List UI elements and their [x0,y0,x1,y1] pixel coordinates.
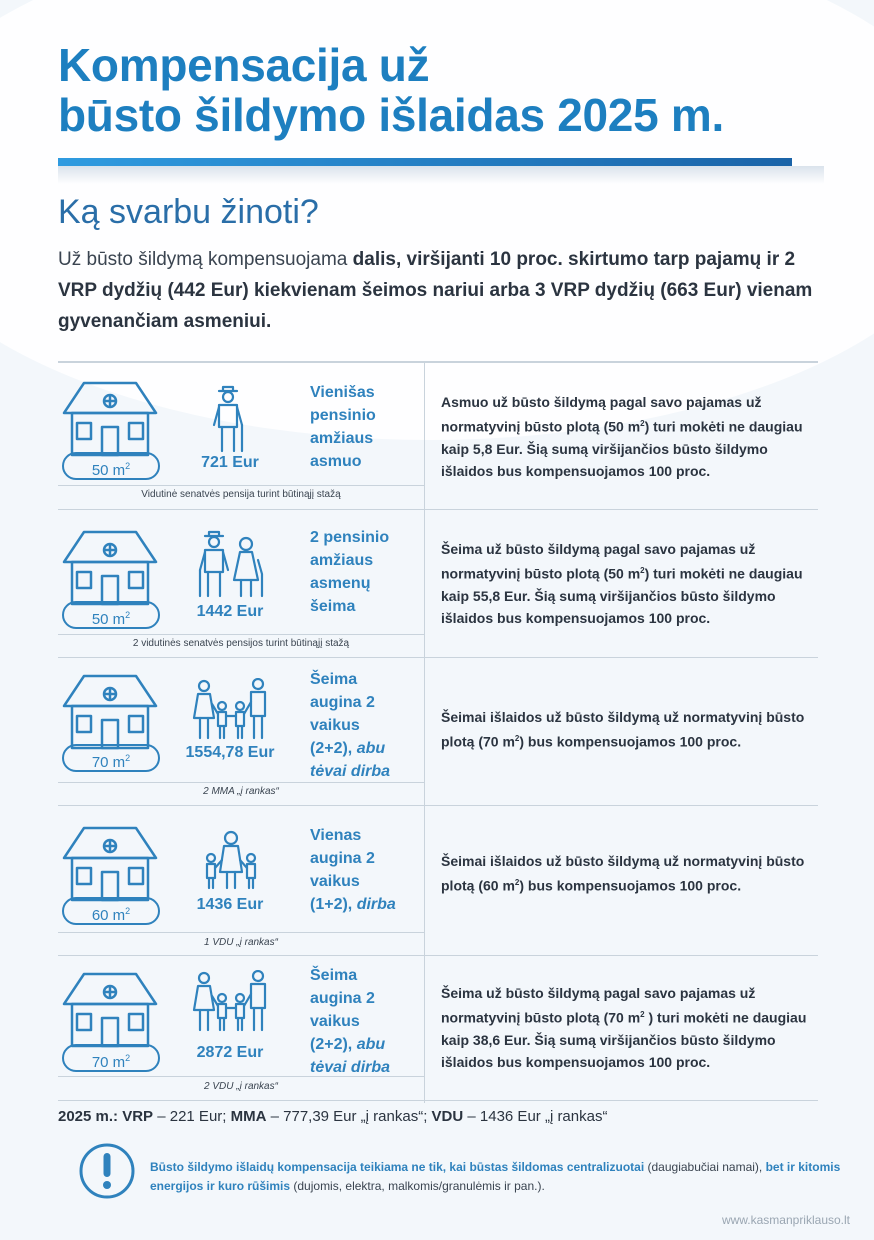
family-2-2-icon [192,678,270,740]
area-badge [62,452,160,480]
desc-text: ) bus kompensuojamos 100 proc. [519,733,742,750]
income-value: 721 Eur [201,454,259,471]
income-value: 1554,78 Eur [185,744,275,761]
section-subtitle: Ką svarbu žinoti? [58,193,319,231]
income-value: 1442 Eur [196,603,264,620]
area-value: 70 m [91,754,126,771]
household-line: asmenų [310,575,371,592]
house-icon [62,670,158,750]
area-badge [62,744,160,772]
household-line: šeima [310,598,356,615]
desc-text: Šeima už būsto šildymą pagal savo pajamas už normatyvinį būsto plotą (70 m [441,985,756,1026]
case-row-5 [58,956,818,1100]
single-parent-2-children-icon [202,830,260,890]
title-line-2: būsto šildymo išlaidas 2025 m. [58,89,724,141]
family-2-2-icon [192,970,270,1032]
reference-values [58,1108,607,1125]
household-line: 2 pensinio [310,529,390,546]
area-value: 50 m [91,611,126,628]
area-badge [62,897,160,925]
desc-text: ) turi mokėti ne daugiau kaip 5,8 Eur. Šią sumą viršijančios būsto šildymo išlaidos bus kompensuojamos 100 proc. [441,418,803,479]
case-description [441,982,811,1073]
intro-bold: dalis, viršijanti 10 proc. skirtumo tarp pajamų ir 2 VRP dydžių (442 Eur) kiekvienam šeimos nariui arba 3 VRP dydžių (663 Eur) vienam gyvenančiam asmeniui. [58,249,813,332]
note-separator [58,782,424,783]
desc-text: ) turi mokėti ne daugiau kaip 55,8 Eur. Šią sumą viršijančios būsto šildymo išlaidos bus kompensuojamos 100 proc. [441,565,803,626]
household-line: Šeima [310,967,358,984]
note-text: 2 MMA „į rankas“ [203,786,279,797]
note-separator [58,634,424,635]
area-badge [62,1044,160,1072]
area-unit: 2 [125,906,131,916]
case-row-4 [58,806,818,954]
note-separator [58,485,424,486]
household-line: (2+2), [310,740,357,757]
note-text: 1 VDU „į rankas“ [204,937,278,948]
case-row-1 [58,361,818,509]
area-value: 60 m [91,907,126,924]
case-description [441,391,811,482]
house-icon [62,968,158,1048]
case-description [441,850,811,897]
desc-text: ) bus kompensuojamos 100 proc. [519,877,742,894]
house-icon [62,822,158,902]
income-note: 2 vidutinės senatvės pensijos turint būtinąjį stažą [132,638,350,649]
household-line: asmuo [310,453,362,470]
note-text: 2 VDU „į rankas“ [204,1081,278,1092]
page-title [58,40,724,140]
case-description [441,706,811,753]
desc-sup: 2 [514,878,520,887]
desc-sup: 2 [640,566,645,575]
desc-sup: 2 [640,1010,645,1019]
area-value: 50 m [91,462,126,479]
house-icon [62,526,158,606]
note-separator [58,932,424,933]
household-label [310,381,422,473]
household-line: vaikus [310,1013,360,1030]
area-badge [62,601,160,629]
household-line: augina 2 [310,694,375,711]
income-value: 2872 Eur [196,1044,264,1061]
area-unit: 2 [125,753,131,763]
note-plain: (dujomis, elektra, malkomis/granulėmis ir pan.). [290,1179,545,1193]
household-line: amžiaus [310,430,374,447]
household-italic: abu tėvai dirba [310,740,391,780]
household-line: Vienišas [310,384,375,401]
exclamation-icon [78,1142,136,1200]
area-unit: 2 [125,610,131,620]
title-line-1: Kompensacija už [58,39,430,91]
house-icon [62,377,158,457]
note-separator [58,1076,424,1077]
ref-vrp-value: – 221 Eur; [153,1108,231,1125]
ref-year: 2025 m.: [58,1108,119,1125]
household-italic: abu tėvai dirba [310,1036,391,1076]
household-label [310,526,422,618]
case-row-2 [58,510,818,658]
desc-sup: 2 [640,419,645,428]
income-note [58,1081,424,1092]
desc-text: Asmuo už būsto šildymą pagal savo pajamas už normatyvinį būsto plotą (50 m [441,394,762,435]
ref-mma-value: – 777,39 Eur „į rankas“; [266,1108,432,1125]
ref-vdu-label: VDU [431,1108,464,1125]
ref-vrp-label: VRP [122,1108,154,1125]
note-bold: Būsto šildymo išlaidų kompensacija teikiama ne tik, kai būstas šildomas centralizuotai [150,1160,645,1174]
area-value: 70 m [91,1054,126,1071]
note-bold: bet ir kitomis energijos ir kuro rūšimis [150,1160,841,1193]
title-underline-shadow [58,166,824,184]
intro-paragraph [58,244,818,337]
household-line: (1+2), [310,896,357,913]
income-note [58,937,424,948]
desc-text: ) turi mokėti ne daugiau kaip 38,6 Eur. Šią sumą viršijančios būsto šildymo išlaidos bus kompensuojamos 100 proc. [441,1009,807,1070]
ref-mma-label: MMA [230,1108,267,1125]
household-line: augina 2 [310,850,375,867]
cases-table [58,361,818,1103]
income-value: 1436 Eur [196,896,264,913]
elderly-couple-icon [196,530,266,598]
case-description [441,538,811,629]
elderly-person-icon [206,385,252,453]
desc-text: Šeima už būsto šildymą pagal savo pajamas už normatyvinį būsto plotą (50 m [441,541,756,582]
note-plain: (daugiabučiai namai), [644,1160,766,1174]
info-note [150,1158,850,1196]
desc-text: Šeimai išlaidos už būsto šildymą už normatyvinį būsto plotą (60 m [441,853,805,894]
area-unit: 2 [125,461,131,471]
household-line: Šeima [310,671,358,688]
household-line: vaikus [310,717,360,734]
household-label [310,824,422,916]
desc-sup: 2 [514,734,520,743]
desc-text: Šeimai išlaidos už būsto šildymą už normatyvinį būsto plotą (70 m [441,709,805,750]
household-line: (2+2), [310,1036,357,1053]
case-row-3 [58,658,818,806]
household-label [310,964,422,1079]
household-line: augina 2 [310,990,375,1007]
household-line: vaikus [310,873,360,890]
website-url: www.kasmanpriklauso.lt [721,1213,850,1227]
ref-vdu-value: – 1436 Eur „į rankas“ [463,1108,608,1125]
household-label [310,668,422,783]
household-line: pensinio [310,407,376,424]
intro-plain: Už būsto šildymą kompensuojama [58,249,353,270]
table-bottom-line [58,1100,818,1101]
household-line: Vienas [310,827,362,844]
income-note: Vidutinė senatvės pensija turint būtinąjį stažą [141,489,341,500]
title-underline [58,158,792,166]
area-unit: 2 [125,1053,131,1063]
household-line: amžiaus [310,552,374,569]
income-note [58,786,424,797]
household-italic: dirba [356,896,396,913]
